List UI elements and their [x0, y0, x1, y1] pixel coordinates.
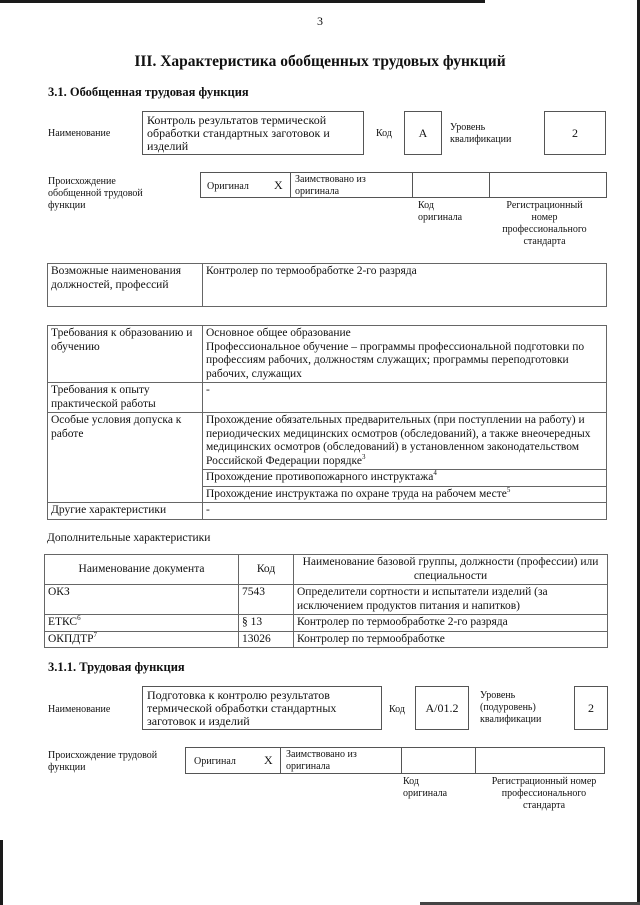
requirements-table [47, 325, 607, 520]
lf-origin-label: Происхождение трудовой функции [48, 750, 158, 773]
lf-code-value: А/01.2 [415, 686, 469, 730]
name-cell: Определители сортности и испытатели изделий (за исключением продуктов питания и напитков) [294, 585, 608, 615]
gf-borrowed-label: Заимствовано из оригинала [295, 174, 366, 197]
lf-borrowed-label: Заимствовано из оригинала [286, 749, 357, 772]
gf-level-value: 2 [544, 111, 606, 155]
special-conditions-label: Особые условия допуска к работе [48, 413, 203, 503]
doc-cell: ОКЗ [45, 585, 239, 615]
additional-heading: Дополнительные характеристики [47, 532, 211, 544]
divider [489, 173, 490, 197]
lf-level-label: Уровень (подуровень) квалификации [480, 690, 542, 725]
lf-original-code-caption: Код оригинала [403, 776, 448, 799]
experience-value: - [203, 383, 607, 413]
table-row [45, 615, 608, 632]
divider [401, 748, 402, 773]
name-cell: Контролер по термообработке [294, 631, 608, 648]
lf-level-value: 2 [574, 686, 608, 730]
column-header: Наименование базовой группы, должности (профессии) или специальности [294, 555, 608, 585]
gf-original-code-caption: Код оригинала [418, 200, 463, 223]
positions-value: Контролер по термообработке 2-го разряда [203, 264, 607, 307]
page-number: 3 [317, 14, 323, 28]
special-condition-item: Прохождение противопожарного инструктажа$^4$ [203, 470, 607, 487]
education-label: Требования к образованию и обучению [48, 326, 203, 383]
gf-code-value: А [404, 111, 442, 155]
lf-original-label: Оригинал [194, 756, 236, 767]
lf-origin-row [185, 747, 605, 774]
additional-table [44, 554, 608, 648]
special-condition-item: Прохождение обязательных предварительных (при поступлении на работу) и периодических медицинских осмотров (обследований), а также внеочередных медицинских осмотров (обследований) в установленном законодательством Российской Федерации порядке$^3$ [203, 413, 607, 470]
lf-original-mark: X [264, 753, 273, 767]
lf-reg-number-caption: Регистрационный номер профессионального стандарта [491, 776, 597, 811]
doc-cell: ОКПДТР$^7$ [45, 631, 239, 648]
gf-origin-label: Происхождение обобщенной трудовой функции [48, 176, 143, 211]
column-header: Наименование документа [45, 555, 239, 585]
code-cell: 13026 [239, 631, 294, 648]
other-label: Другие характеристики [48, 503, 203, 520]
positions-table [47, 263, 607, 307]
scan-edge-left [0, 840, 3, 905]
table-row [45, 631, 608, 648]
gf-name-label: Наименование [48, 128, 111, 139]
code-cell: 7543 [239, 585, 294, 615]
experience-label: Требования к опыту практической работы [48, 383, 203, 413]
table-row [45, 585, 608, 615]
labor-function-heading: 3.1.1. Трудовая функция [48, 660, 185, 674]
lf-name-label: Наименование [48, 704, 111, 715]
divider [475, 748, 476, 773]
lf-name-value: Подготовка к контролю результатов термической обработки стандартных заготовок и изделий [142, 686, 382, 730]
section-title: III. Характеристика обобщенных трудовых функций [134, 53, 506, 70]
table-header-row [45, 555, 608, 585]
gf-name-value: Контроль результатов термической обработки стандартных заготовок и изделий [142, 111, 364, 155]
scan-edge-top [0, 0, 485, 3]
lf-code-label: Код [389, 704, 405, 715]
gf-original-label: Оригинал [207, 181, 249, 192]
gf-code-label: Код [376, 128, 392, 139]
gf-origin-row [200, 172, 607, 198]
column-header: Код [239, 555, 294, 585]
divider [290, 173, 291, 197]
divider [412, 173, 413, 197]
other-value: - [203, 503, 607, 520]
education-line: Основное общее образование [206, 327, 351, 339]
doc-cell: ЕТКС$^6$ [45, 615, 239, 632]
special-condition-item: Прохождение инструктажа по охране труда на рабочем месте$^5$ [203, 486, 607, 503]
education-line: Профессиональное обучение – программы профессиональной подготовки по профессиям рабочих, должностям служащих; программы переподготовки рабочих, служащих [206, 340, 585, 380]
gf-original-mark: X [274, 178, 283, 192]
name-cell: Контролер по термообработке 2-го разряда [294, 615, 608, 632]
generalized-function-heading: 3.1. Обобщенная трудовая функция [48, 85, 249, 99]
code-cell: § 13 [239, 615, 294, 632]
gf-reg-number-caption: Регистрационный номер профессионального стандарта [502, 200, 587, 247]
positions-label: Возможные наименования должностей, профессий [48, 264, 203, 307]
gf-level-label: Уровень квалификации [450, 122, 512, 145]
divider [280, 748, 281, 773]
